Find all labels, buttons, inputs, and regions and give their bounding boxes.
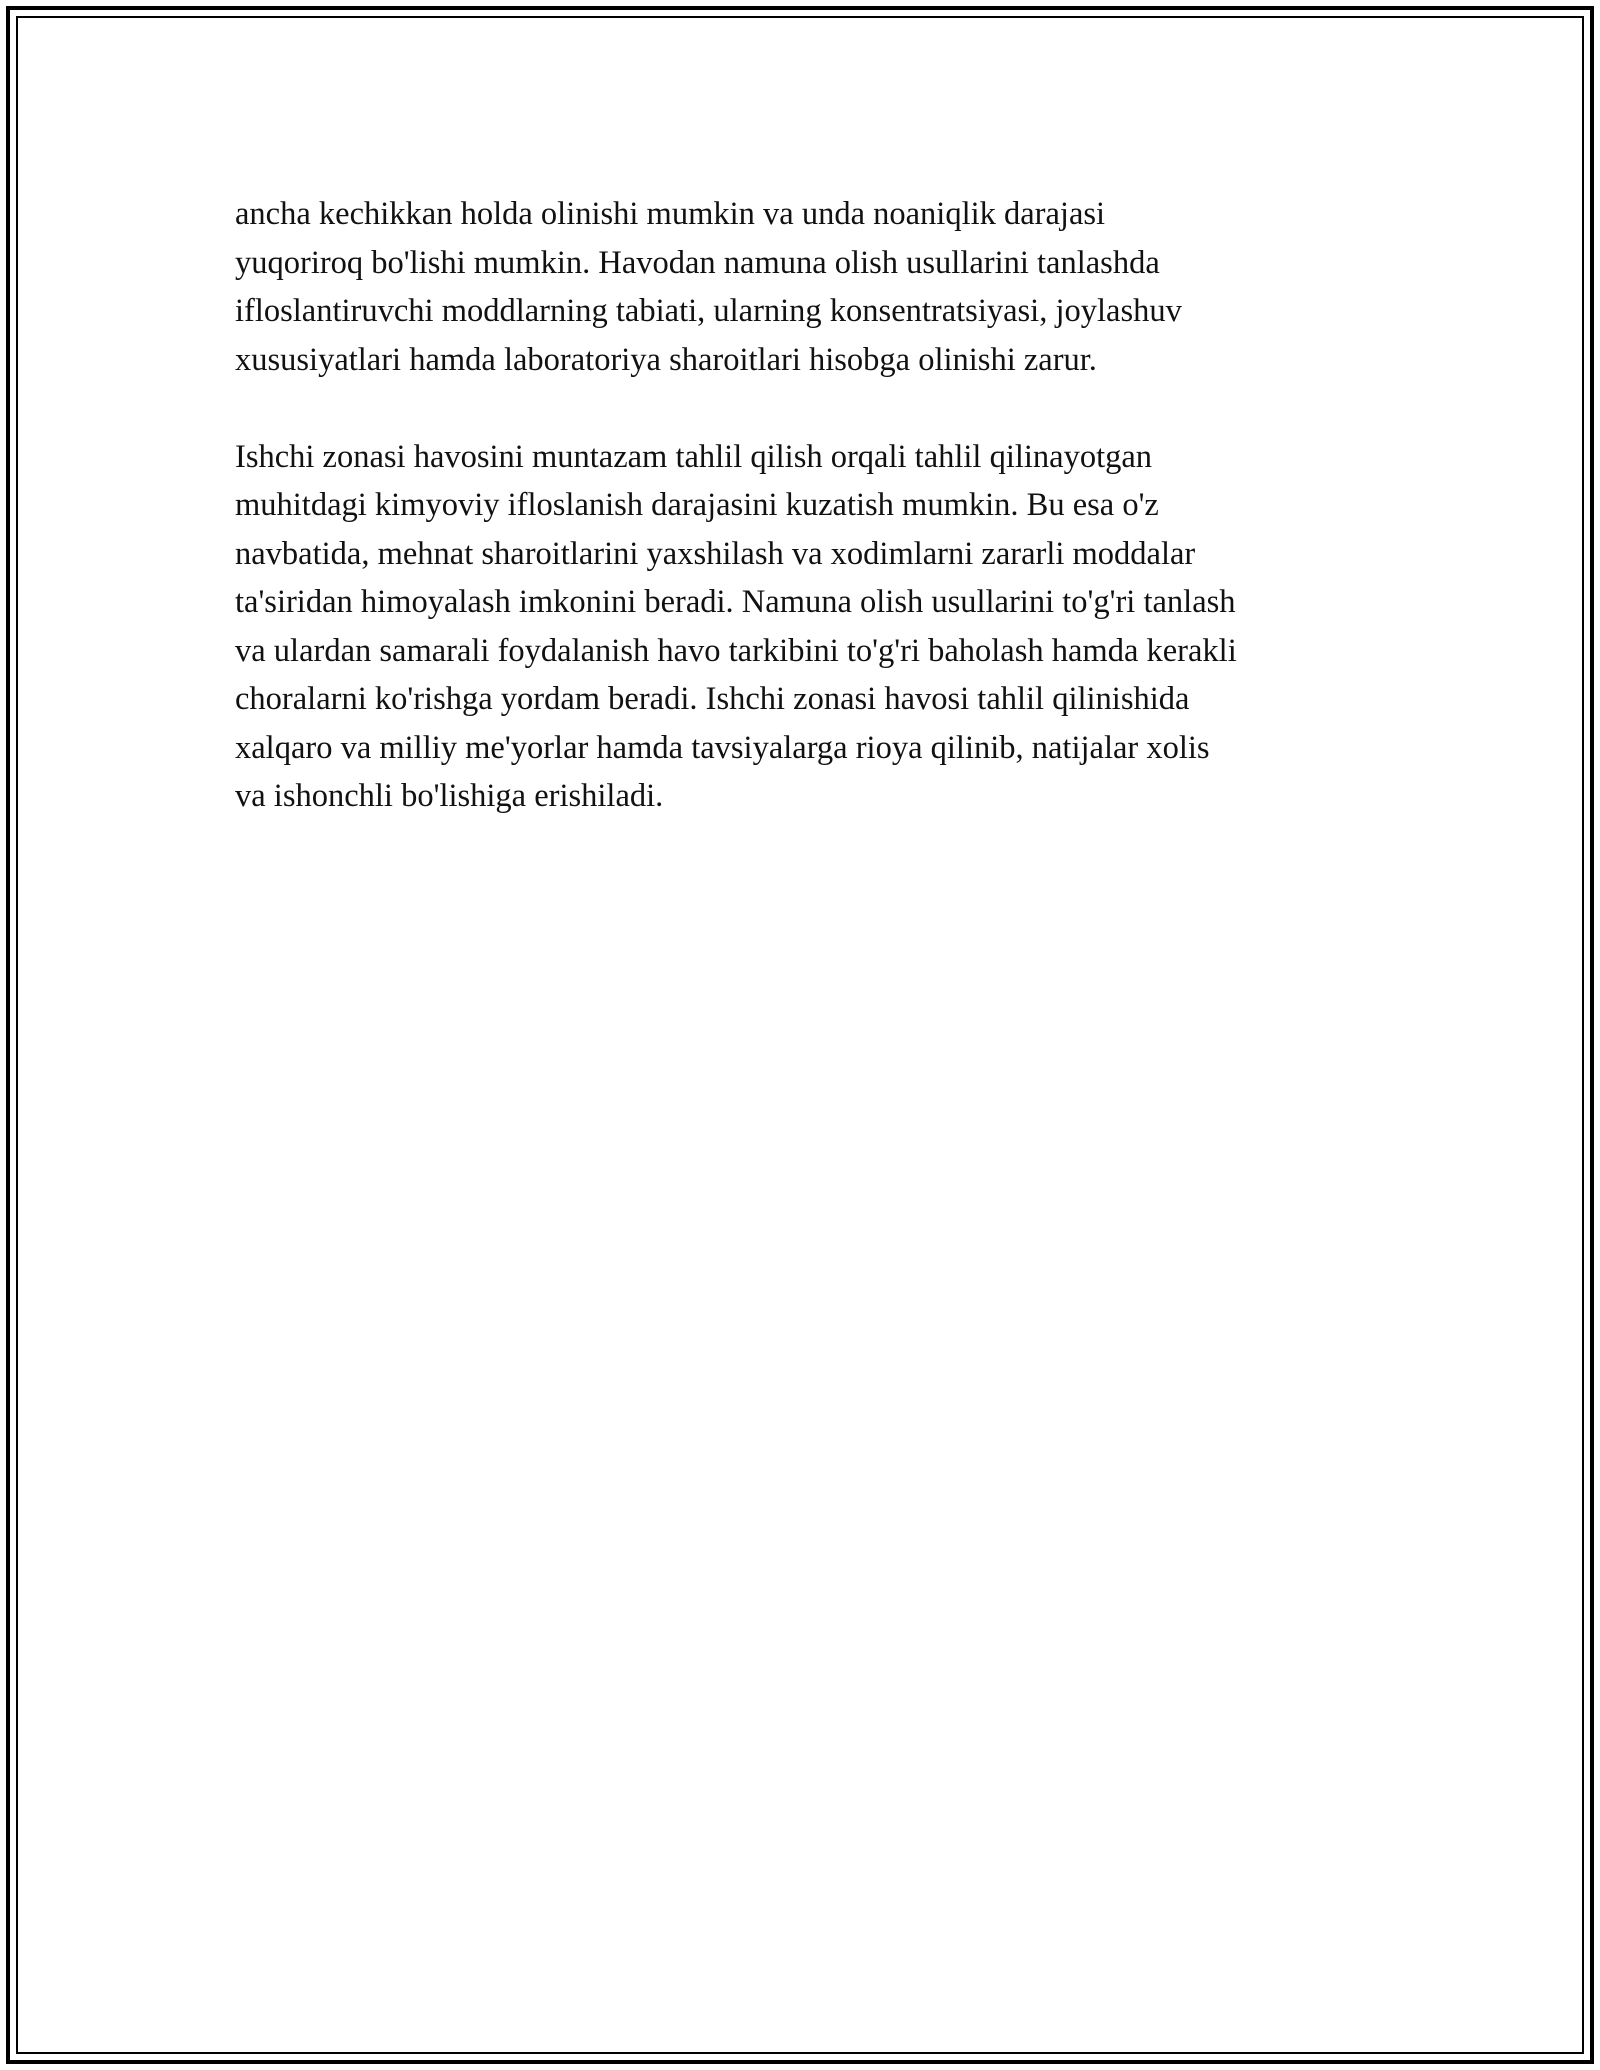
paragraph-line: ta'siridan himoyalash imkonini beradi. Namuna olish usullarini to'g'ri tanlash	[235, 584, 1236, 620]
paragraph-line: ancha kechikkan holda olinishi mumkin va unda noaniqlik darajasi	[235, 196, 1106, 232]
paragraph-line: muhitdagi kimyoviy ifloslanish darajasini kuzatish mumkin. Bu esa o'z	[235, 487, 1159, 523]
document-body	[235, 190, 1385, 821]
paragraph-line: Ishchi zonasi havosini muntazam tahlil qilish orqali tahlil qilinayotgan	[235, 438, 1153, 475]
paragraph-line: xalqaro va milliy me'yorlar hamda tavsiyalarga rioya qilinib, natijalar xolis	[235, 729, 1210, 766]
paragraph-line: va ulardan samarali foydalanish havo tarkibini to'g'ri baholash hamda kerakli	[235, 632, 1237, 669]
paragraph-line: choralarni ko'rishga yordam beradi. Ishchi zonasi havosi tahlil qilinishida	[235, 681, 1190, 717]
paragraph-2	[235, 433, 1385, 821]
paragraph-line: yuqoriroq bo'lishi mumkin. Havodan namuna olish usullarini tanlashda	[235, 244, 1160, 281]
paragraph-line: xususiyatlari hamda laboratoriya sharoitlari hisobga olinishi zarur.	[235, 341, 1097, 378]
paragraph-line: ifloslantiruvchi moddlarning tabiati, ularning konsentratsiyasi, joylashuv	[235, 293, 1182, 329]
paragraph-line: va ishonchli bo'lishiga erishiladi.	[235, 778, 664, 814]
paragraph-1	[235, 190, 1385, 384]
paragraph-line: navbatida, mehnat sharoitlarini yaxshilash va xodimlarni zararli moddalar	[235, 535, 1196, 572]
